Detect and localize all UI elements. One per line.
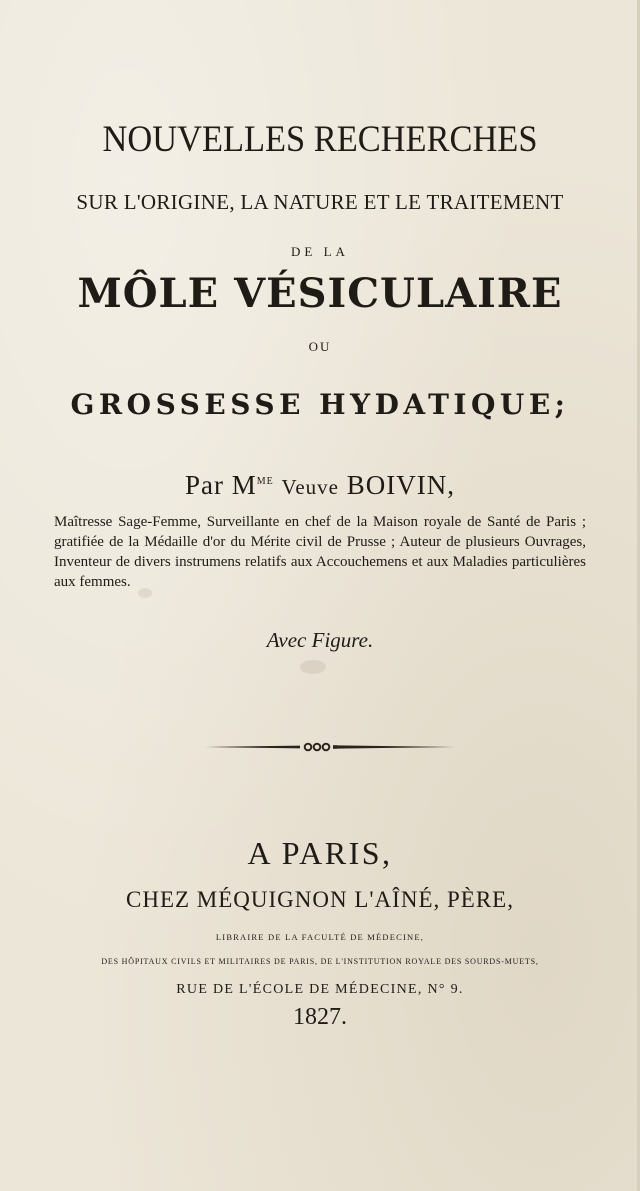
connector-de-la: DE LA: [291, 244, 349, 259]
imprint-year: 1827.: [293, 1004, 347, 1030]
author-description: Maîtresse Sage-Femme, Surveillante en chef de la Maison royale de Santé de Paris ; gratifiée de la Médaille d'or du Mérite civil de Prusse ; Auteur de plusieurs Ouvrages, Inventeur de divers instrumens relatifs aux Accouchemens et aux Maladies particulières aux femmes.: [54, 514, 586, 590]
imprint-publisher: CHEZ MÉQUIGNON L'AÎNÉ, PÈRE,: [126, 887, 514, 912]
author-veuve: Veuve: [281, 475, 339, 499]
paper-stain: [300, 660, 326, 674]
imprint-libraire-line-2: DES HÔPITAUX CIVILS ET MILITAIRES DE PARIS, DE L'INSTITUTION ROYALE DES SOURDS-MUETS,: [101, 957, 539, 966]
main-title: NOUVELLES RECHERCHES: [102, 119, 538, 160]
imprint-city: A PARIS,: [247, 835, 393, 871]
connector-ou: OU: [308, 339, 332, 354]
figure-note: Avec Figure.: [266, 628, 374, 652]
subtitle: SUR L'ORIGINE, LA NATURE ET LE TRAITEMENT: [76, 190, 564, 214]
subject-title: MÔLE VÉSICULAIRE: [77, 270, 563, 317]
author-mme: $M^{ME}$: [231, 470, 274, 500]
author-par: Par: [185, 470, 224, 500]
printer-ornament-rule: [205, 741, 455, 753]
imprint-address: RUE DE L'ÉCOLE DE MÉDECINE, N° 9.: [176, 982, 464, 997]
imprint-libraire-line-1: LIBRAIRE DE LA FACULTÉ DE MÉDECINE,: [215, 932, 425, 942]
author-line: [0, 470, 640, 501]
author-name: BOIVIN,: [346, 470, 455, 500]
subject-alt-title: GROSSESSE HYDATIQUE;: [70, 388, 570, 421]
